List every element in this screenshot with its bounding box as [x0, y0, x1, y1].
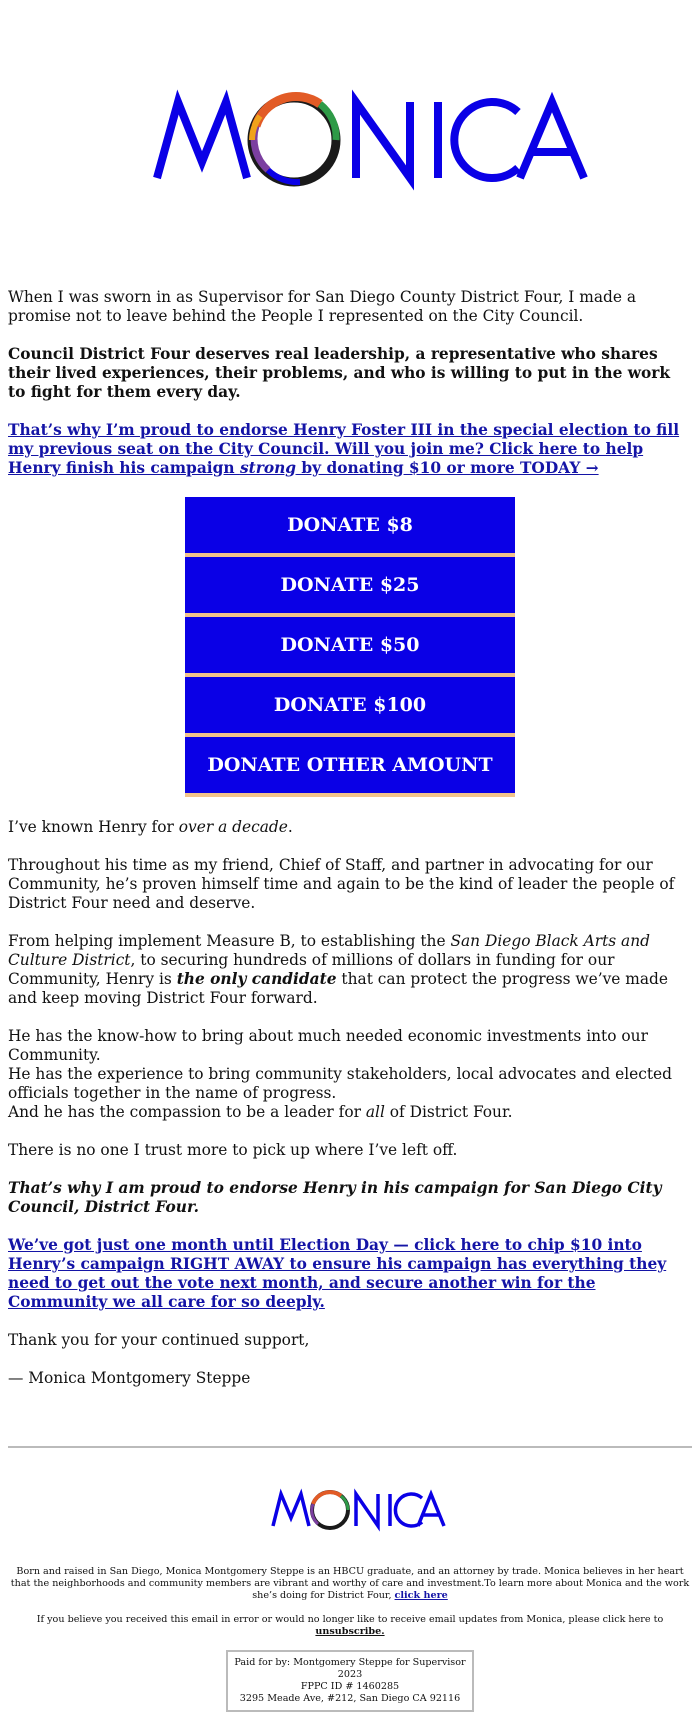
known-paragraph: I’ve known Henry for over a decade.: [8, 818, 293, 836]
logo-letter-n: [356, 102, 410, 178]
friend-paragraph: Throughout his time as my friend, Chief of Staff, and partner in advocating for our Community, he’s proven himself time and again to be the kind of leader the people of District Four need and deserve.: [8, 856, 675, 912]
logo-ring-icon: [252, 97, 336, 183]
knowhow-paragraph: He has the know-how to bring about much needed economic investments into our Community. He has the experience to bring community stakeholders, local advocates and elected officials together in the name of progress. And he has the compassion to be a leader for all of District Four.: [8, 1027, 672, 1121]
endorse-donate-link[interactable]: That’s why I’m proud to endorse Henry Foster III in the special election to fill my previous seat on the City Council. Will you join me? Click here to help Henry finish his campaign strong by donating $10 or more TODAY →: [8, 421, 680, 477]
signature: — Monica Montgomery Steppe: [8, 1369, 251, 1387]
intro-paragraph: When I was sworn in as Supervisor for San Diego County District Four, I made a promise not to leave behind the People I represented on the City Council.: [8, 288, 637, 325]
learn-more-link[interactable]: click here: [394, 1590, 448, 1601]
thanks-paragraph: Thank you for your continued support,: [8, 1331, 310, 1349]
logo-letter-a: [520, 102, 584, 178]
footer-unsubscribe-text: If you believe you received this email in error or would no longer like to receive email updates from Monica, please click here to unsubscribe.: [36, 1614, 664, 1637]
logo-ring-small-icon: [312, 1492, 348, 1528]
monica-logo-top: [0, 82, 700, 202]
email-content: [8, 288, 692, 1407]
unsubscribe-link[interactable]: unsubscribe.: [315, 1626, 385, 1637]
donate-100-button[interactable]: DONATE $100: [185, 677, 515, 737]
donate-8-button[interactable]: DONATE $8: [185, 497, 515, 557]
endorse-paragraph: [8, 421, 692, 478]
footer-bio: Born and raised in San Diego, Monica Montgomery Steppe is an HBCU graduate, and an attorney by trade. Monica believes in her heart that the neighborhoods and community members are vibrant and worthy of care and investment.To learn more about Monica and the work she’s doing for District Four, click here: [10, 1566, 690, 1601]
measure-paragraph: From helping implement Measure B, to establishing the San Diego Black Arts and Culture District, to securing hundreds of millions of dollars in funding for our Community, Henry is the only candidate that can protect the progress we’ve made and keep moving District Four forward.: [8, 932, 669, 1007]
logo-letter-m: [157, 102, 247, 178]
email-footer: [8, 1566, 692, 1712]
address-line: 3295 Meade Ave, #212, San Diego CA 92116: [239, 1693, 461, 1704]
election-paragraph: [8, 1236, 692, 1312]
donate-25-button[interactable]: DONATE $25: [185, 557, 515, 617]
donate-other-amount-button[interactable]: DONATE OTHER AMOUNT: [185, 737, 515, 797]
donate-button-stack: [185, 497, 515, 797]
logo-letter-c: [454, 102, 518, 178]
footer-divider: [8, 1446, 692, 1448]
trust-paragraph: There is no one I trust more to pick up where I’ve left off.: [8, 1141, 458, 1159]
donate-50-button[interactable]: DONATE $50: [185, 617, 515, 677]
fppc-line: FPPC ID # 1460285: [300, 1681, 400, 1692]
endorse-statement: That’s why I am proud to endorse Henry in his campaign for San Diego City Council, District Four.: [8, 1179, 662, 1216]
paid-for-box: [226, 1650, 474, 1712]
monica-logo-bottom: [0, 1484, 700, 1534]
paid-by-line: Paid for by: Montgomery Steppe for Supervisor 2023: [234, 1657, 466, 1680]
leadership-paragraph: Council District Four deserves real leadership, a representative who shares their lived experiences, their problems, and who is willing to put in the work to fight for them every day.: [8, 345, 671, 401]
election-donate-link[interactable]: We’ve got just one month until Election Day — click here to chip $10 into Henry’s campaign RIGHT AWAY to ensure his campaign has everything they need to get out the vote next month, and secure another win for the Community we all care for so deeply.: [8, 1236, 667, 1311]
